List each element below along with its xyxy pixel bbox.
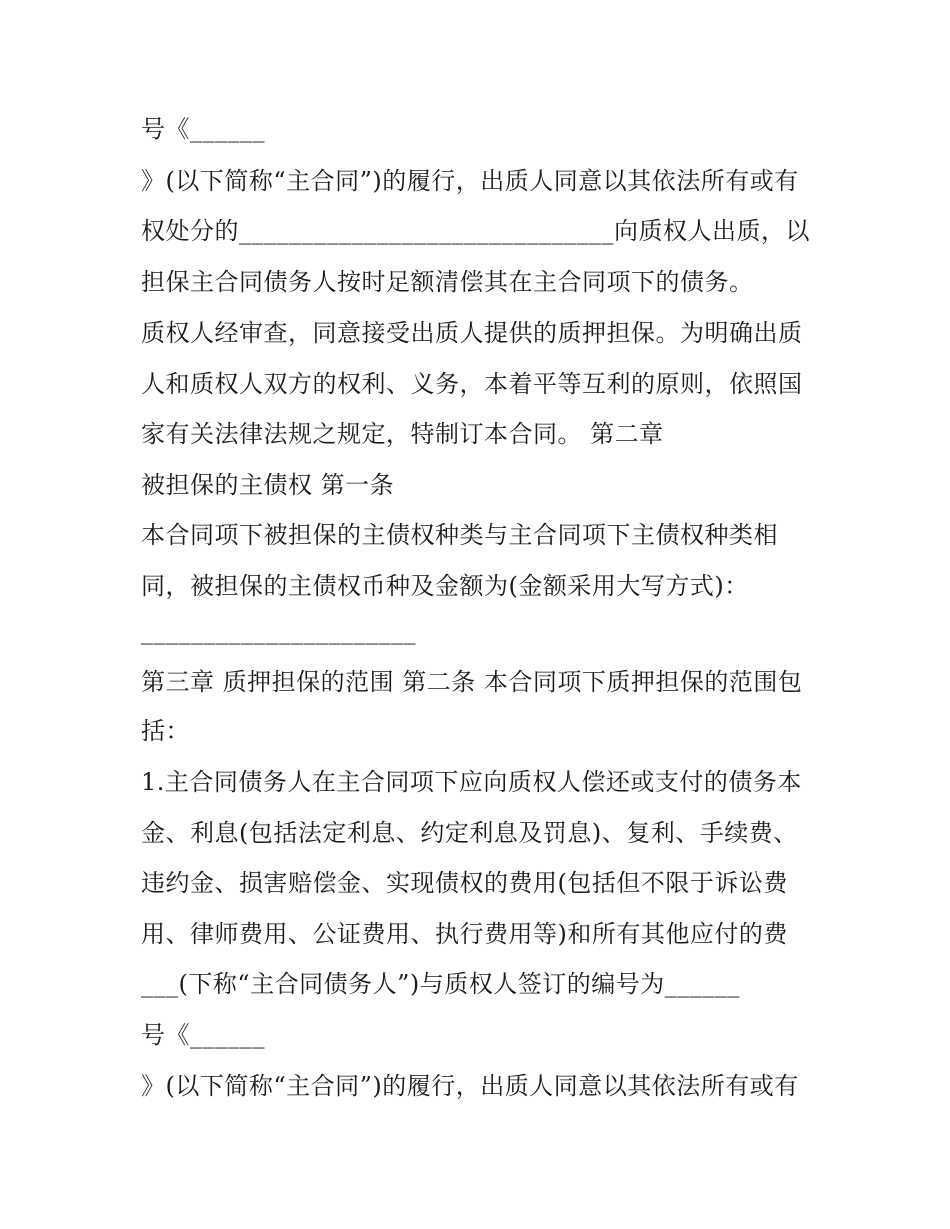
text-line: ___(下称“主合同债务人”)与质权人签订的编号为______ [141,970,740,998]
text-line: 家有关法律法规之规定，特制订本合同。 第二章 [141,420,664,448]
text-line: 金、利息(包括法定利息、约定利息及罚息)、复利、手续费、 [141,819,798,847]
text-line: 同，被担保的主债权币种及金额为(金额采用大写方式)： [141,572,749,600]
text-line: 1.主合同债务人在主合同项下应向质权人偿还或支付的债务本 [141,768,802,796]
text-line: 违约金、损害赔偿金、实现债权的费用(包括但不限于诉讼费 [141,869,788,897]
text-line: 用、律师费用、公证费用、执行费用等)和所有其他应付的费 [141,920,788,948]
text-line: 》(以下简称“主合同”)的履行，出质人同意以其依法所有或有 [141,1072,799,1100]
text-line: 括： [141,717,190,745]
text-line: 担保主合同债务人按时足额清偿其在主合同项下的债务。 [141,268,754,296]
text-line: 本合同项下被担保的主债权种类与主合同项下主债权种类相 [141,521,778,549]
blank-line: ______________________ [141,617,416,645]
text-line: 号《______ [141,115,265,143]
text-line: 》(以下简称“主合同”)的履行，出质人同意以其依法所有或有 [141,167,799,195]
text-line: 号《______ [141,1021,265,1049]
text-line: 被担保的主债权 第一条 [141,471,395,499]
text-line: 权处分的______________________________向质权人出质，以 [141,217,810,245]
text-line: 第三章 质押担保的范围 第二条 本合同项下质押担保的范围包 [141,668,803,696]
text-line: 质权人经审查，同意接受出质人提供的质押担保。为明确出质 [141,319,803,347]
text-line: 人和质权人双方的权利、义务，本着平等互利的原则，依照国 [141,370,803,398]
